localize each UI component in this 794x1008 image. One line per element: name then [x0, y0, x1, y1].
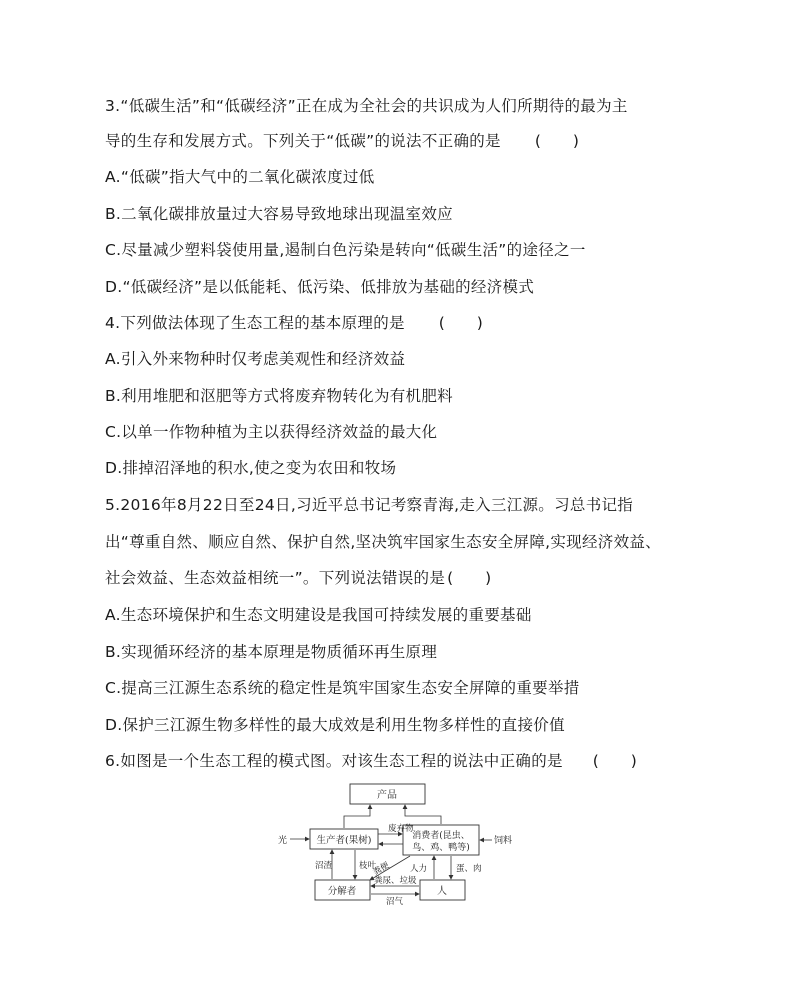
eco-engineering-diagram: [270, 780, 520, 905]
decomposer-label: 分解者: [327, 886, 357, 897]
q3-option-d: D.“低碳经济”是以低能耗、低污染、低排放为基础的经济模式: [105, 278, 535, 296]
human-label: 人: [437, 886, 447, 897]
light-label: 光: [278, 836, 288, 846]
q5-answer-paren: ( ): [447, 569, 492, 587]
arrow-consumer-product: [405, 805, 441, 824]
q3-stem-line2: 导的生存和发展方式。下列关于“低碳”的说法不正确的是 ( ): [105, 132, 580, 150]
q6-answer-paren: ( ): [592, 752, 638, 770]
product-label: 产品: [377, 790, 397, 801]
manure-label: 粪便: [371, 860, 392, 878]
q3-answer-paren: ( ): [534, 132, 580, 150]
arrow-producer-product: [344, 805, 370, 828]
waste-label: 废弃物: [388, 824, 414, 834]
q5-stem-line1: 5.2016年8月22日至24日,习近平总书记考察青海,走入三江源。习总书记指: [105, 496, 634, 514]
q5-option-d: D.保护三江源生物多样性的最大成效是利用生物多样性的直接价值: [105, 716, 565, 734]
consumer-label-1: 消费者(昆虫、: [412, 831, 470, 841]
q5-option-b: B.实现循环经济的基本原理是物质循环再生原理: [105, 643, 438, 661]
q6-stem: 6.如图是一个生态工程的模式图。对该生态工程的说法中正确的是 ( ): [105, 752, 638, 770]
q5-stem-line2: 出“尊重自然、顺应自然、保护自然,坚决筑牢国家生态安全屏障,实现经济效益、: [105, 533, 661, 551]
q3-stem-line1: 3.“低碳生活”和“低碳经济”正在成为全社会的共识成为人们所期待的最为主: [105, 97, 628, 115]
consumer-label-2: 鸟、鸡、鸭等): [412, 843, 470, 853]
labor-label: 人力: [410, 864, 428, 874]
q5-stem-line3: 社会效益、生态效益相统一”。下列说法错误的是 ( ): [105, 569, 492, 587]
biogas-label: 沼气: [386, 897, 404, 905]
q5-option-c: C.提高三江源生态系统的稳定性是筑牢国家生态安全屏障的重要举措: [105, 679, 580, 697]
branches-leaves-label: 枝叶: [359, 861, 377, 871]
q4-option-d: D.排掉沼泽地的积水,使之变为农田和牧场: [105, 459, 397, 477]
biogas-residue-label: 沼渣: [315, 861, 333, 871]
feed-label: 饲料: [494, 836, 513, 846]
q5-option-a: A.生态环境保护和生态文明建设是我国可持续发展的重要基础: [105, 606, 532, 624]
eggs-meat-label: 蛋、肉: [456, 864, 482, 874]
q3-option-c: C.尽量减少塑料袋使用量,遏制白色污染是转向“低碳生活”的途径之一: [105, 241, 586, 259]
producer-label: 生产者(果树): [316, 835, 372, 846]
q4-answer-paren: ( ): [438, 314, 484, 332]
q3-option-b: B.二氧化碳排放量过大容易导致地球出现温室效应: [105, 205, 453, 223]
q3-option-a: A.“低碳”指大气中的二氧化碳浓度过低: [105, 168, 375, 186]
q4-option-a: A.引入外来物种时仅考虑美观性和经济效益: [105, 350, 406, 368]
q4-option-b: B.利用堆肥和沤肥等方式将废弃物转化为有机肥料: [105, 387, 453, 405]
dung-garbage-label: 粪尿、垃圾: [374, 876, 417, 886]
q4-stem: 4.下列做法体现了生态工程的基本原理的是 ( ): [105, 314, 484, 332]
q4-option-c: C.以单一作物种植为主以获得经济效益的最大化: [105, 423, 438, 441]
